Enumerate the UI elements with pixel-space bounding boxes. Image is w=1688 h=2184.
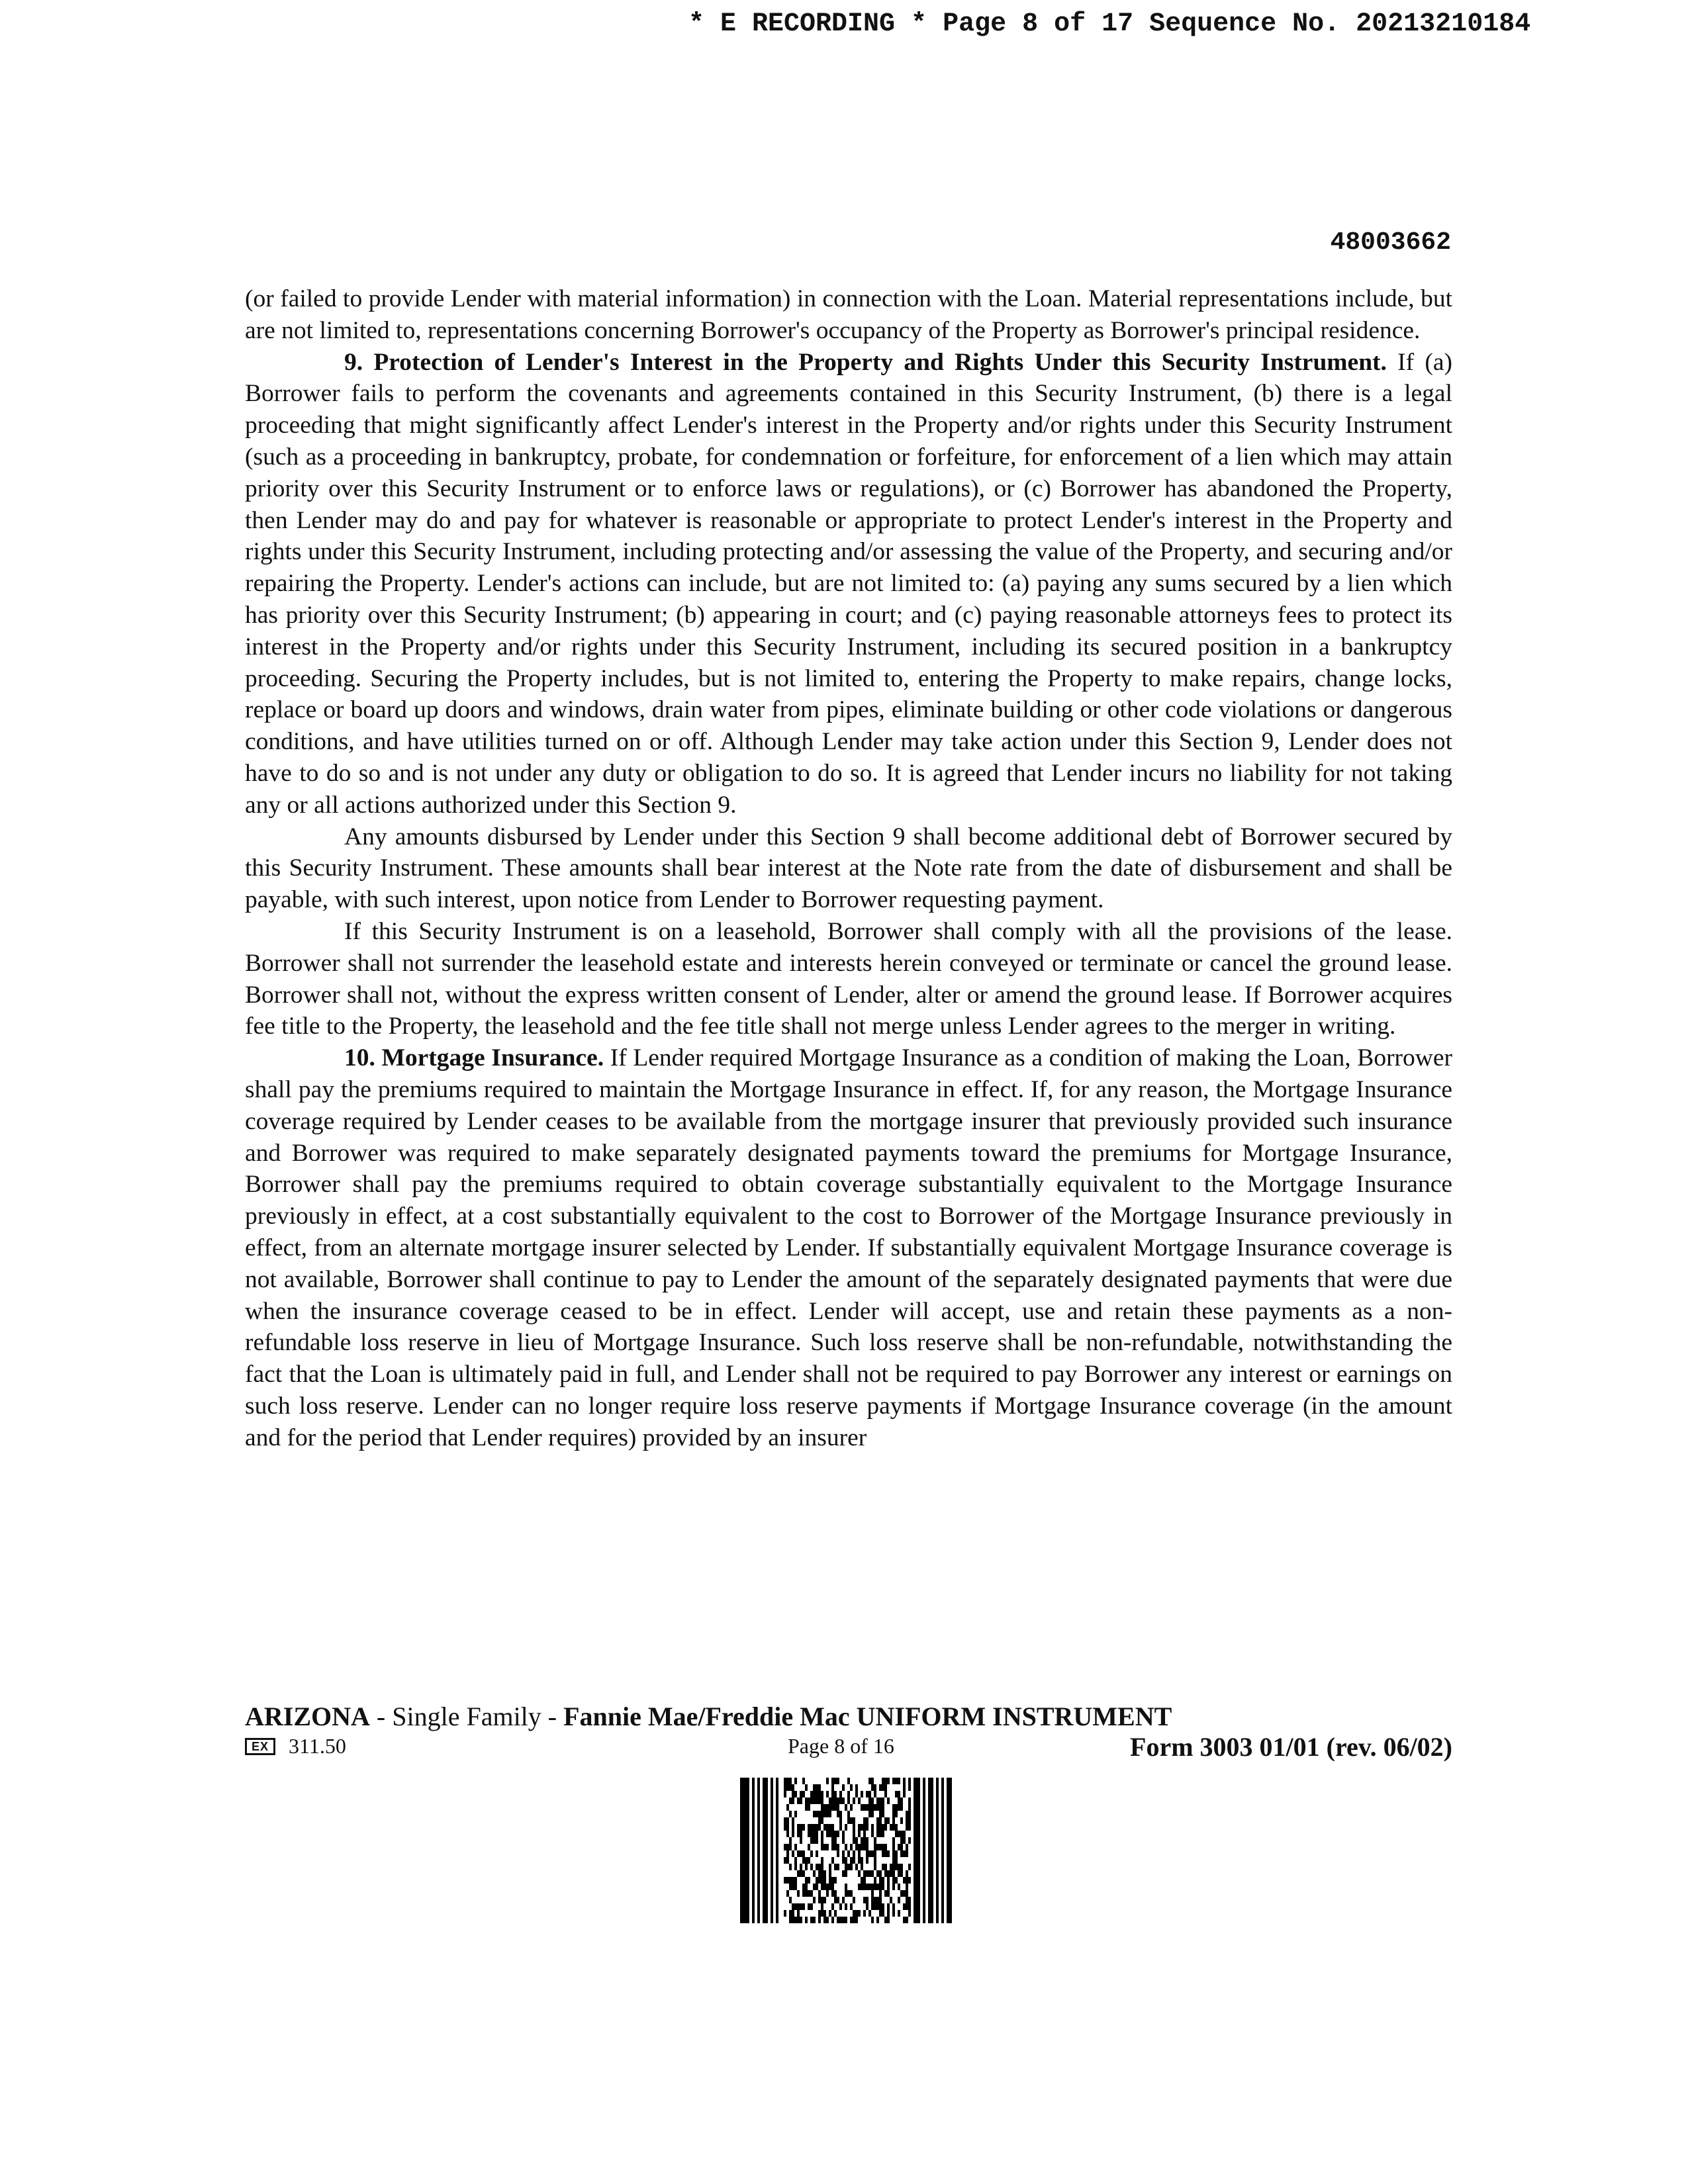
section-9-heading: 9. Protection of Lender's Interest in the Property and Rights Under this Security Instrument.	[344, 348, 1387, 376]
section-9-text: If (a) Borrower fails to perform the covenants and agreements contained in this Security Instrument, (b) there is a legal proceeding that might significantly affect Lender's interest in the Property and/or rights under this Security Instrument (such as a proceeding in bankruptcy, probate, for condemnation or forfeiture, for enforcement of a lien which may attain priority over this Security Instrument or to enforce laws or regulations), or (c) Borrower has abandoned the Property, then Lender may do and pay for whatever is reasonable or appropriate to protect Lender's interest in the Property and rights under this Security Instrument, including protecting and/or assessing the value of the Property, and securing and/or repairing the Property. Lender's actions can include, but are not limited to: (a) paying any sums secured by a lien which has priority over this Security Instrument; (b) appearing in court; and (c) paying reasonable attorneys fees to protect its interest in the Property and/or rights under this Security Instrument, including its secured position in a bankruptcy proceeding. Securing the Property includes, but is not limited to, entering the Property to make repairs, change locks, replace or board up doors and windows, drain water from pipes, eliminate building or other code violations or dangerous conditions, and have utilities turned on or off. Although Lender may take action under this Section 9, Lender does not have to do so and is not under any duty or obligation to do so. It is agreed that Lender incurs no liability for not taking any or all actions authorized under this Section 9.	[245, 348, 1452, 819]
section-9-paragraph	[245, 347, 1452, 821]
document-body	[245, 283, 1452, 1453]
footer-separator: - Single Family -	[369, 1702, 564, 1731]
paragraph-continuation: (or failed to provide Lender with material information) in connection with the Loan. Material representations include, but are not limited to, representations concerning Borrower's occupancy of the Property as Borrower's principal residence.	[245, 285, 1452, 344]
footer-form-name: Form 3003 01/01 (rev. 06/02)	[1130, 1732, 1452, 1762]
footer-state: ARIZONA	[245, 1702, 370, 1731]
footer-page-number: Page 8 of 16	[788, 1734, 894, 1758]
leasehold-paragraph: If this Security Instrument is on a leasehold, Borrower shall comply with all the provisions of the lease. Borrower shall not surrender the leasehold estate and interests herein conveyed or terminate or cancel the ground lease. Borrower shall not, without the express written consent of Lender, alter or amend the ground lease. If Borrower acquires fee title to the Property, the leasehold and the fee title shall not merge unless Lender agrees to the merger in writing.	[245, 917, 1452, 1040]
footer-form-code: 311.50	[289, 1734, 346, 1758]
disbursed-amounts-paragraph: Any amounts disbursed by Lender under this Section 9 shall become additional debt of Borrower secured by this Security Instrument. These amounts shall bear interest at the Note rate from the date of disbursement and shall be payable, with such interest, upon notice from Lender to Borrower requesting payment.	[245, 823, 1452, 914]
recording-header: * E RECORDING * Page 8 of 17 Sequence No. 20213210184	[688, 9, 1531, 39]
section-10-heading: 10. Mortgage Insurance.	[344, 1044, 604, 1072]
section-10-paragraph	[245, 1042, 1452, 1453]
footer-instrument: Fannie Mae/Freddie Mac UNIFORM INSTRUMENT	[563, 1702, 1172, 1731]
document-number: 48003662	[1330, 228, 1451, 257]
section-10-text: If Lender required Mortgage Insurance as a condition of making the Loan, Borrower shall pay the premiums required to maintain the Mortgage Insurance in effect. If, for any reason, the Mortgage Insurance coverage required by Lender ceases to be available from the mortgage insurer that previously provided such insurance and Borrower was required to make separately designated payments toward the premiums for Mortgage Insurance, Borrower shall pay the premiums required to obtain coverage substantially equivalent to the Mortgage Insurance previously in effect, at a cost substantially equivalent to the cost to Borrower of the Mortgage Insurance previously in effect, from an alternate mortgage insurer selected by Lender. If substantially equivalent Mortgage Insurance coverage is not available, Borrower shall continue to pay to Lender the amount of the separately designated payments that were due when the insurance coverage ceased to be in effect. Lender will accept, use and retain these payments as a non-refundable loss reserve in lieu of Mortgage Insurance. Such loss reserve shall be non-refundable, notwithstanding the fact that the Loan is ultimately paid in full, and Lender shall not be required to pay Borrower any interest or earnings on such loss reserve. Lender can no longer require loss reserve payments if Mortgage Insurance coverage (in the amount and for the period that Lender requires) provided by an insurer	[245, 1044, 1453, 1451]
ex-logo-icon: EX	[245, 1738, 275, 1755]
pdf417-barcode-icon	[740, 1778, 952, 1923]
footer-instrument-title	[245, 1701, 1172, 1732]
footer-form-info	[245, 1734, 1452, 1767]
